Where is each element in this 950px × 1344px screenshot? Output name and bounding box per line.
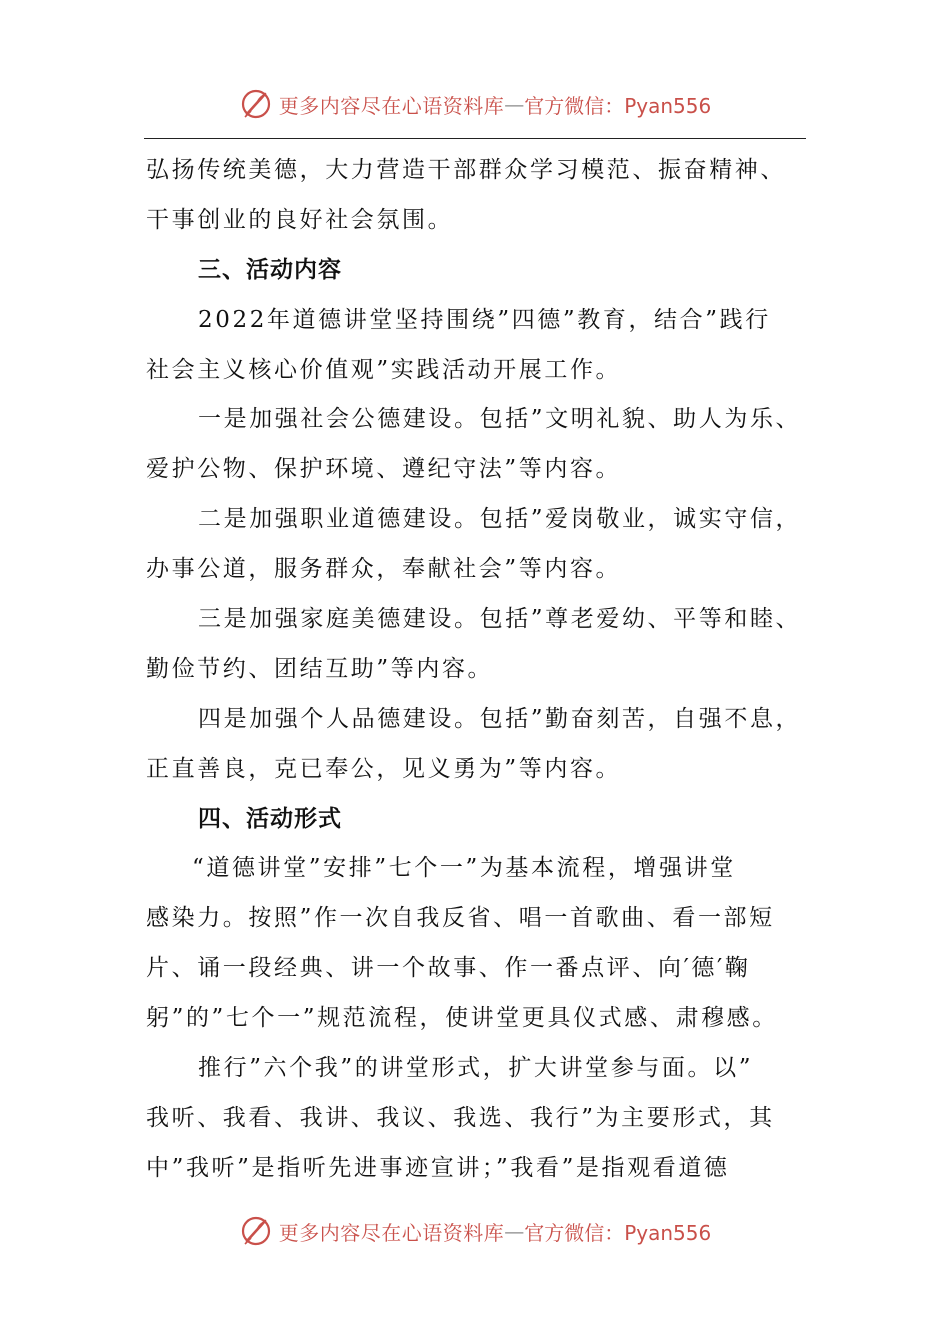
footer-watermark-banner	[0, 1209, 950, 1253]
quill-logo-icon	[239, 1214, 273, 1248]
paragraph-line: 爱护公物、保护环境、遵纪守法”等内容。	[146, 456, 622, 483]
paragraph-line: “道德讲堂”安排”七个一”为基本流程，增强讲堂	[192, 855, 736, 882]
paragraph-line: 躬”的”七个一”规范流程，使讲堂更具仪式感、肃穆感。	[146, 1005, 778, 1032]
banner-contact: 官方微信：Pyan556	[524, 1220, 712, 1245]
header-divider	[144, 138, 806, 139]
paragraph-line: 办事公道，服务群众，奉献社会”等内容。	[146, 556, 622, 583]
paragraph-line: 四是加强个人品德建设。包括”勤奋刻苦，自强不息，	[198, 705, 802, 732]
paragraph-line: 正直善良，克已奉公，见义勇为”等内容。	[146, 755, 622, 782]
header-watermark-banner	[0, 82, 950, 126]
quill-logo-icon	[239, 87, 273, 121]
banner-separator: —	[504, 1219, 525, 1243]
section-heading-format: 四、活动形式	[198, 805, 342, 832]
paragraph-line: 勤俭节约、团结互助”等内容。	[146, 655, 494, 682]
paragraph-line: 三是加强家庭美德建设。包括”尊老爱幼、平等和睦、	[198, 606, 802, 633]
paragraph-line: 干事创业的良好社会氛围。	[146, 206, 454, 233]
paragraph-line: 感染力。按照”作一次自我反省、唱一首歌曲、看一部短	[146, 905, 775, 932]
paragraph-line: 推行”六个我”的讲堂形式，扩大讲堂参与面。以”	[198, 1055, 754, 1082]
paragraph-line: 我听、我看、我讲、我议、我选、我行”为主要形式，其	[146, 1104, 775, 1131]
paragraph-line: 社会主义核心价值观”实践活动开展工作。	[146, 356, 622, 383]
paragraph-line: 片、诵一段经典、讲一个故事、作一番点评、向′德′鞠	[146, 955, 751, 982]
paragraph-line: 弘扬传统美德，大力营造干部群众学习模范、振奋精神、	[146, 157, 786, 183]
paragraph-line: 中”我听”是指听先进事迹宣讲；”我看”是指观看道德	[146, 1154, 730, 1181]
banner-separator: —	[504, 92, 525, 116]
section-heading-content: 三、活动内容	[198, 256, 342, 283]
paragraph-line: 一是加强社会公德建设。包括”文明礼貌、助人为乐、	[198, 406, 802, 433]
banner-contact: 官方微信：Pyan556	[524, 93, 712, 118]
document-body	[146, 146, 808, 1194]
banner-text: 更多内容尽在心语资料库	[278, 1220, 505, 1245]
banner-text: 更多内容尽在心语资料库	[278, 93, 505, 118]
paragraph-line: 二是加强职业道德建设。包括”爱岗敬业，诚实守信，	[198, 506, 802, 533]
paragraph-line: 2022年道德讲堂坚持围绕”四德”教育，结合”践行	[198, 306, 771, 333]
